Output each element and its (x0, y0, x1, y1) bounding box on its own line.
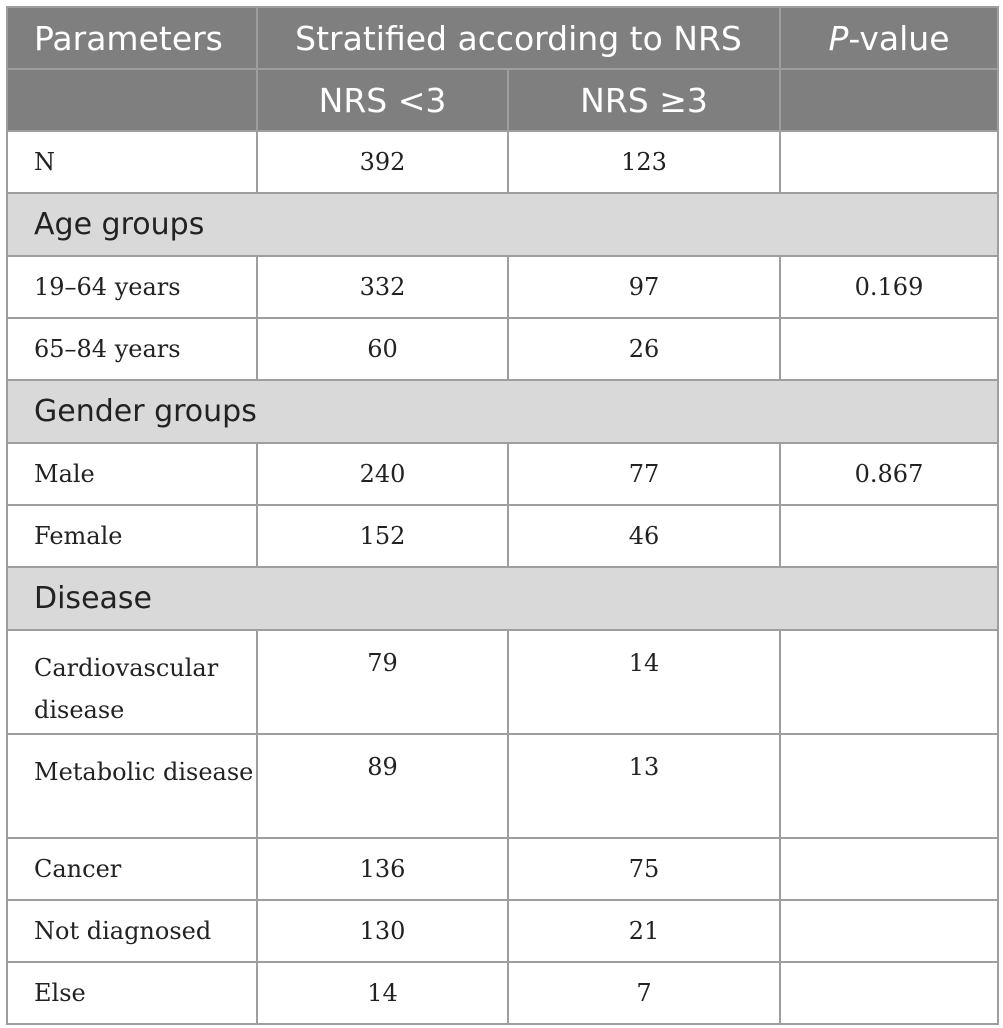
section-row-age (7, 193, 998, 256)
cell-p-value (780, 318, 998, 380)
row-label: Not diagnosed (7, 900, 257, 962)
cell-nrs-lt3: 392 (257, 131, 508, 193)
cell-nrs-ge3: 14 (508, 630, 780, 734)
section-title: Disease (7, 567, 998, 630)
table-row (7, 318, 998, 380)
row-label: Cancer (7, 838, 257, 900)
header-p-value (780, 7, 998, 69)
row-label: 19–64 years (7, 256, 257, 318)
cell-nrs-lt3: 79 (257, 630, 508, 734)
table-row (7, 962, 998, 1024)
table-row (7, 443, 998, 505)
header-p-rest: -value (848, 18, 950, 58)
cell-p-value (780, 630, 998, 734)
cell-nrs-ge3: 26 (508, 318, 780, 380)
cell-nrs-ge3: 97 (508, 256, 780, 318)
cell-p-value (780, 734, 998, 838)
header-parameters: Parameters (7, 7, 257, 69)
cell-nrs-ge3: 7 (508, 962, 780, 1024)
header-empty-2 (780, 69, 998, 131)
header-empty-1 (7, 69, 257, 131)
header-row-2 (7, 69, 998, 131)
cell-nrs-ge3: 123 (508, 131, 780, 193)
section-title: Gender groups (7, 380, 998, 443)
cell-nrs-lt3: 60 (257, 318, 508, 380)
cell-p-value: 0.867 (780, 443, 998, 505)
table-row (7, 505, 998, 567)
cell-p-value (780, 505, 998, 567)
row-label: N (7, 131, 257, 193)
cell-nrs-lt3: 136 (257, 838, 508, 900)
header-row-1 (7, 7, 998, 69)
table-row (7, 838, 998, 900)
table-row (7, 630, 998, 734)
table-row (7, 256, 998, 318)
cell-nrs-lt3: 130 (257, 900, 508, 962)
section-row-gender (7, 380, 998, 443)
nrs-stratification-table (6, 6, 999, 1025)
cell-p-value (780, 962, 998, 1024)
row-label: 65–84 years (7, 318, 257, 380)
row-label: Male (7, 443, 257, 505)
cell-p-value (780, 838, 998, 900)
header-p-italic: P (828, 18, 849, 58)
cell-nrs-ge3: 46 (508, 505, 780, 567)
cell-nrs-ge3: 75 (508, 838, 780, 900)
row-label: Cardiovascular disease (7, 630, 257, 734)
cell-p-value: 0.169 (780, 256, 998, 318)
cell-nrs-ge3: 77 (508, 443, 780, 505)
header-stratified: Stratified according to NRS (257, 7, 780, 69)
cell-p-value (780, 900, 998, 962)
cell-nrs-ge3: 21 (508, 900, 780, 962)
table-row (7, 900, 998, 962)
cell-nrs-ge3: 13 (508, 734, 780, 838)
cell-nrs-lt3: 240 (257, 443, 508, 505)
cell-nrs-lt3: 14 (257, 962, 508, 1024)
cell-nrs-lt3: 152 (257, 505, 508, 567)
section-title: Age groups (7, 193, 998, 256)
table-row (7, 131, 998, 193)
cell-nrs-lt3: 332 (257, 256, 508, 318)
row-label: Metabolic disease (7, 734, 257, 838)
table-row (7, 734, 998, 838)
cell-nrs-lt3: 89 (257, 734, 508, 838)
header-nrs-ge3: NRS ≥3 (508, 69, 780, 131)
row-label: Else (7, 962, 257, 1024)
header-nrs-lt3: NRS <3 (257, 69, 508, 131)
cell-p-value (780, 131, 998, 193)
row-label: Female (7, 505, 257, 567)
section-row-disease (7, 567, 998, 630)
